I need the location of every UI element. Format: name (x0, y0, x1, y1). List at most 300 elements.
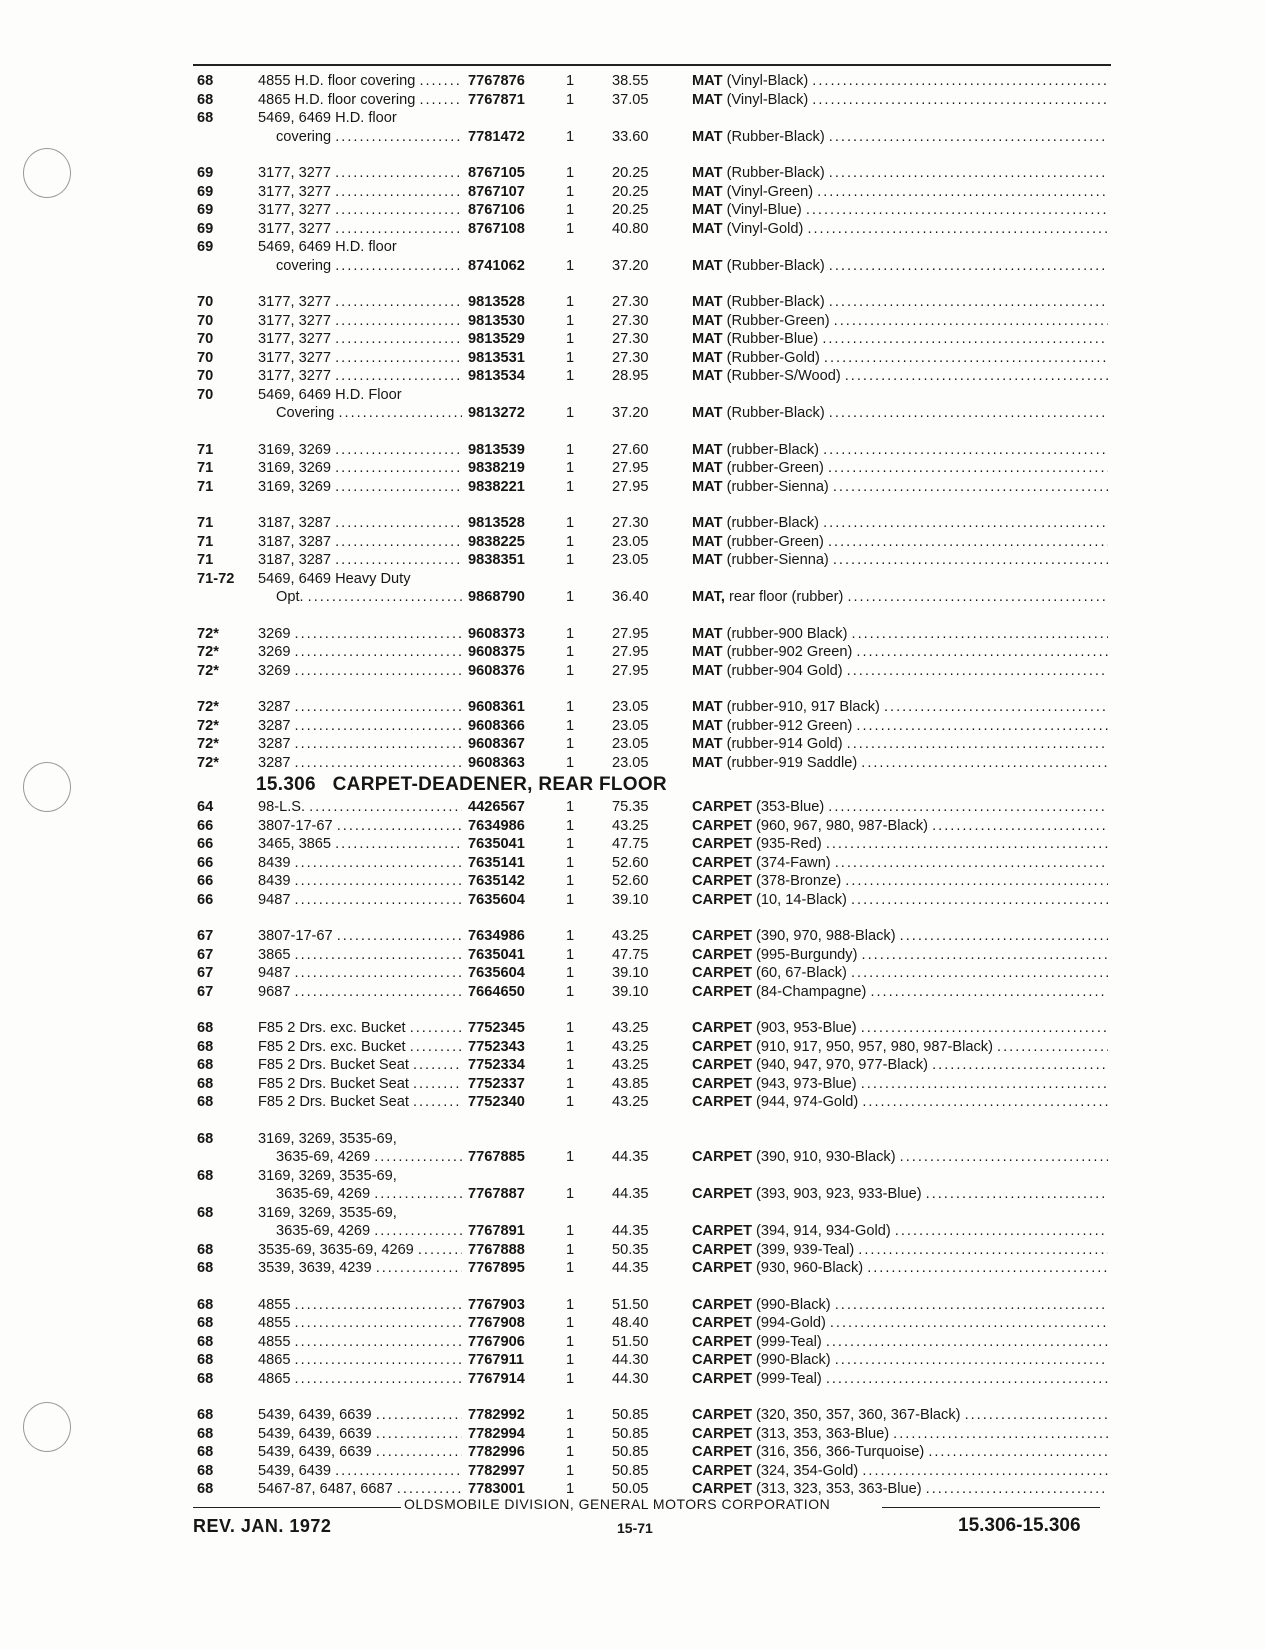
list-price: 36.40 (612, 589, 649, 605)
dot-leader (829, 128, 1108, 147)
part-name-detail: (324, 354-Gold) (752, 1462, 859, 1479)
quantity: 1 (566, 854, 575, 871)
part-number: 9608376 (468, 662, 525, 679)
part-number: 9608373 (468, 625, 525, 642)
usage-text: covering (276, 128, 332, 145)
model-year: 70 (197, 349, 214, 366)
part-number: 9838221 (468, 478, 525, 495)
model-year: 67 (197, 946, 214, 963)
part-name-detail: (rubber-Green) (722, 460, 824, 476)
dot-leader (835, 1296, 1108, 1315)
usage-text: F85 2 Drs. exc. Bucket (258, 1038, 406, 1055)
model-year: 68 (197, 1038, 214, 1055)
footer-page-number: 15-71 (617, 1520, 653, 1536)
dot-leader (900, 927, 1108, 946)
quantity: 1 (566, 1260, 575, 1276)
part-name-detail: (rubber-900 Black) (722, 625, 848, 642)
dot-leader (823, 514, 1108, 533)
part-number: 7664650 (468, 983, 525, 1000)
part-name-prefix: MAT (692, 515, 723, 531)
part-name-prefix: CARPET (692, 1352, 752, 1368)
list-price: 44.35 (612, 1186, 649, 1202)
model-year: 70 (197, 368, 214, 384)
usage-description (258, 798, 462, 817)
dot-leader (295, 662, 462, 681)
dot-leader (419, 72, 462, 91)
dot-leader (867, 1259, 1108, 1278)
part-name (692, 1185, 1108, 1204)
model-year: 72* (197, 736, 219, 752)
part-name-detail: (84-Champagne) (752, 983, 867, 1000)
usage-description (258, 293, 462, 312)
dot-leader (418, 1241, 462, 1260)
list-price: 40.80 (612, 220, 649, 237)
usage-description (276, 1222, 462, 1241)
quantity: 1 (566, 515, 575, 531)
model-year: 72* (197, 717, 219, 734)
model-year: 66 (197, 854, 214, 871)
parts-row (0, 533, 1266, 552)
part-name-prefix: MAT (692, 349, 723, 366)
part-number: 9813531 (468, 349, 525, 366)
dot-leader (374, 1185, 462, 1204)
part-number: 7634986 (468, 928, 525, 944)
dot-leader (335, 164, 462, 183)
quantity: 1 (566, 441, 575, 458)
list-price: 27.30 (612, 515, 649, 531)
list-price: 50.85 (612, 1425, 649, 1442)
parts-row (0, 128, 1266, 147)
list-price: 23.05 (612, 736, 649, 752)
model-year: 68 (197, 1352, 214, 1368)
usage-text: 3807-17-67 (258, 817, 333, 834)
quantity: 1 (566, 928, 575, 944)
part-name-prefix: CARPET (692, 817, 752, 834)
usage-text: 5469, 6469 H.D. floor (258, 239, 397, 255)
usage-description (258, 367, 462, 386)
usage-description (258, 220, 462, 239)
part-name-detail: (999-Teal) (752, 1370, 822, 1387)
part-name-detail: (Vinyl-Green) (722, 183, 814, 200)
usage-text: 5469, 6469 H.D. Floor (258, 386, 402, 403)
usage-description (258, 164, 462, 183)
parts-row (0, 514, 1266, 533)
usage-description (258, 1056, 462, 1075)
part-number: 7782994 (468, 1425, 525, 1442)
usage-description (258, 1130, 397, 1149)
model-year: 68 (197, 1481, 214, 1497)
parts-row (0, 570, 1266, 589)
parts-row (0, 312, 1266, 331)
list-price: 27.60 (612, 441, 649, 458)
usage-text: 3287 (258, 717, 291, 734)
part-name-prefix: CARPET (692, 1057, 752, 1073)
dot-leader (830, 1314, 1108, 1333)
usage-description (258, 551, 462, 570)
dot-leader (900, 1148, 1108, 1167)
usage-text: 3177, 3277 (258, 368, 332, 384)
list-price: 27.30 (612, 331, 649, 347)
usage-description (258, 1241, 462, 1260)
quantity: 1 (566, 1075, 575, 1092)
dot-leader (335, 312, 462, 331)
quantity: 1 (566, 1241, 575, 1258)
parts-row (0, 1296, 1266, 1315)
dot-leader (295, 983, 462, 1002)
part-number: 9608366 (468, 717, 525, 734)
usage-text: covering (276, 257, 332, 274)
quantity: 1 (566, 73, 575, 89)
part-name-detail: (320, 350, 357, 360, 367-Black) (752, 1407, 961, 1423)
part-name (692, 164, 1108, 183)
part-name-detail: (940, 947, 970, 977-Black) (752, 1057, 929, 1073)
usage-text: 4855 (258, 1315, 291, 1331)
part-number: 4426567 (468, 799, 525, 815)
usage-text: 3177, 3277 (258, 220, 332, 237)
model-year: 68 (197, 1370, 214, 1387)
part-name (692, 1333, 1108, 1352)
usage-description (258, 946, 462, 965)
dot-leader (834, 312, 1108, 331)
dot-leader (845, 872, 1108, 891)
part-name-prefix: CARPET (692, 1444, 752, 1460)
part-name (692, 735, 1108, 754)
dot-leader (337, 927, 462, 946)
usage-description (258, 662, 462, 681)
part-name-prefix: CARPET (692, 946, 752, 963)
usage-text: 3169, 3269 (258, 478, 332, 495)
model-year: 68 (197, 1407, 214, 1423)
quantity: 1 (566, 717, 575, 734)
dot-leader (835, 854, 1108, 873)
part-number: 7767876 (468, 73, 525, 89)
part-name (692, 1222, 1108, 1241)
dot-leader (862, 946, 1108, 965)
usage-description (258, 1093, 462, 1112)
dot-leader (335, 1462, 462, 1481)
part-name-detail: (999-Teal) (752, 1333, 822, 1350)
quantity: 1 (566, 165, 575, 181)
part-name-detail: (374-Fawn) (752, 854, 831, 871)
usage-description (258, 983, 462, 1002)
model-year: 72* (197, 754, 219, 771)
part-name-prefix: MAT (692, 441, 723, 458)
parts-row (0, 698, 1266, 717)
part-name-detail: (rubber-914 Gold) (722, 736, 843, 752)
part-number: 7635604 (468, 965, 525, 981)
part-name-prefix: CARPET (692, 965, 752, 981)
usage-description (258, 754, 462, 773)
dot-leader (826, 1370, 1108, 1389)
dot-leader (295, 1296, 462, 1315)
footer-rule-left (193, 1507, 401, 1508)
part-name (692, 964, 1108, 983)
model-year: 67 (197, 983, 214, 1000)
part-name-prefix: CARPET (692, 1020, 752, 1036)
usage-text: 5439, 6439 (258, 1462, 332, 1479)
quantity: 1 (566, 891, 575, 908)
list-price: 23.05 (612, 552, 649, 568)
dot-leader (932, 817, 1108, 836)
usage-text: Opt. (276, 589, 304, 605)
list-price: 47.75 (612, 836, 649, 852)
list-price: 43.25 (612, 928, 649, 944)
parts-row (0, 643, 1266, 662)
part-name (692, 459, 1108, 478)
dot-leader (295, 872, 462, 891)
list-price: 28.95 (612, 368, 649, 384)
dot-leader (826, 835, 1108, 854)
part-name-detail: (903, 953-Blue) (752, 1020, 857, 1036)
dot-leader (845, 367, 1108, 386)
parts-row (0, 662, 1266, 681)
part-number: 8767108 (468, 220, 525, 237)
dot-leader (295, 1351, 462, 1370)
parts-row (0, 478, 1266, 497)
usage-text: 4865 (258, 1352, 291, 1368)
part-name-detail: (Rubber-Black) (722, 405, 825, 421)
list-price: 20.25 (612, 165, 649, 181)
parts-row (0, 754, 1266, 773)
quantity: 1 (566, 1315, 575, 1331)
part-name-detail: (rubber-Green) (722, 533, 824, 550)
list-price: 27.95 (612, 644, 649, 660)
usage-description (258, 238, 397, 257)
parts-row (0, 946, 1266, 965)
part-number: 7781472 (468, 128, 525, 145)
list-price: 39.10 (612, 965, 649, 981)
list-price: 44.35 (612, 1260, 649, 1276)
quantity: 1 (566, 331, 575, 347)
part-name-prefix: MAT (692, 294, 723, 310)
dot-leader (335, 441, 462, 460)
part-number: 9838219 (468, 460, 525, 476)
part-name-detail: (rubber-902 Green) (722, 644, 853, 660)
part-name-prefix: MAT (692, 644, 723, 660)
part-name (692, 1038, 1108, 1057)
model-year: 68 (197, 1130, 214, 1147)
quantity: 1 (566, 91, 575, 108)
dot-leader (295, 946, 462, 965)
list-price: 27.95 (612, 460, 649, 476)
parts-row (0, 854, 1266, 873)
part-name-detail: (393, 903, 923, 933-Blue) (752, 1186, 922, 1202)
part-name-detail: (990-Black) (752, 1296, 831, 1313)
usage-text: 5439, 6439, 6639 (258, 1407, 372, 1423)
usage-text: 3635-69, 4269 (276, 1223, 371, 1239)
quantity: 1 (566, 1223, 575, 1239)
usage-description (258, 1038, 462, 1057)
part-number: 7767885 (468, 1149, 525, 1165)
parts-row (0, 72, 1266, 91)
model-year: 68 (197, 91, 214, 108)
dot-leader (861, 1075, 1108, 1094)
part-name-prefix: MAT (692, 699, 723, 715)
dot-leader (812, 72, 1108, 91)
parts-row (0, 459, 1266, 478)
usage-text: 5469, 6469 Heavy Duty (258, 570, 411, 587)
parts-row (0, 1185, 1266, 1204)
dot-leader (893, 1425, 1108, 1444)
usage-description (258, 1019, 462, 1038)
dot-leader (926, 1480, 1108, 1499)
quantity: 1 (566, 1407, 575, 1423)
list-price: 51.50 (612, 1296, 649, 1313)
part-name (692, 1019, 1108, 1038)
dot-leader (295, 754, 462, 773)
parts-row (0, 164, 1266, 183)
parts-row (0, 1333, 1266, 1352)
model-year: 66 (197, 836, 214, 852)
part-name (692, 1425, 1108, 1444)
dot-leader (997, 1038, 1108, 1057)
parts-row (0, 1167, 1266, 1186)
quantity: 1 (566, 1481, 575, 1497)
dot-leader (835, 1351, 1108, 1370)
part-number: 7635041 (468, 836, 525, 852)
parts-row (0, 983, 1266, 1002)
usage-description (258, 891, 462, 910)
quantity: 1 (566, 405, 575, 421)
part-number: 9813528 (468, 294, 525, 310)
part-name (692, 220, 1108, 239)
quantity: 1 (566, 662, 575, 679)
usage-description (258, 854, 462, 873)
dot-leader (928, 1443, 1108, 1462)
quantity: 1 (566, 1444, 575, 1460)
parts-row (0, 367, 1266, 386)
model-year: 71 (197, 552, 214, 568)
part-name (692, 1351, 1108, 1370)
usage-text: 4865 (258, 1370, 291, 1387)
list-price: 23.05 (612, 533, 649, 550)
quantity: 1 (566, 873, 575, 889)
part-name-prefix: MAT (692, 736, 723, 752)
quantity: 1 (566, 836, 575, 852)
part-name (692, 367, 1108, 386)
quantity: 1 (566, 1370, 575, 1387)
footer-rule-right (882, 1507, 1100, 1508)
list-price: 50.05 (612, 1481, 649, 1497)
part-name-prefix: CARPET (692, 873, 752, 889)
usage-description (258, 1462, 462, 1481)
usage-description (258, 1351, 462, 1370)
list-price: 23.05 (612, 754, 649, 771)
quantity: 1 (566, 1425, 575, 1442)
list-price: 44.30 (612, 1352, 649, 1368)
dot-leader (851, 964, 1108, 983)
part-name (692, 1241, 1108, 1260)
usage-description (258, 817, 462, 836)
quantity: 1 (566, 736, 575, 752)
part-name (692, 1406, 1108, 1425)
list-price: 20.25 (612, 202, 649, 218)
usage-description (258, 183, 462, 202)
quantity: 1 (566, 946, 575, 963)
usage-text: 3169, 3269, 3535-69, (258, 1167, 397, 1184)
model-year: 68 (197, 110, 214, 126)
parts-row (0, 1351, 1266, 1370)
part-name (692, 349, 1108, 368)
model-year: 69 (197, 165, 214, 181)
parts-row (0, 1259, 1266, 1278)
part-number: 9608361 (468, 699, 525, 715)
part-name (692, 643, 1108, 662)
part-name-prefix: CARPET (692, 1407, 752, 1423)
section-heading: 15.306 CARPET-DEADENER, REAR FLOOR (256, 774, 667, 795)
part-name (692, 698, 1108, 717)
usage-description (258, 386, 402, 405)
model-year: 69 (197, 239, 214, 255)
part-number: 7767871 (468, 91, 525, 108)
part-name-detail: (394, 914, 934-Gold) (752, 1223, 891, 1239)
usage-description (258, 1314, 462, 1333)
part-name (692, 1443, 1108, 1462)
part-name-detail: (rubber-912 Green) (722, 717, 853, 734)
list-price: 52.60 (612, 854, 649, 871)
parts-row (0, 1130, 1266, 1149)
part-name-detail: (10, 14-Black) (752, 891, 847, 908)
parts-row (0, 1019, 1266, 1038)
part-name-detail: rear floor (rubber) (724, 589, 844, 605)
part-number: 9813530 (468, 312, 525, 329)
usage-text: 3865 (258, 946, 291, 963)
dot-leader (335, 220, 462, 239)
part-name (692, 754, 1108, 773)
part-name-prefix: MAT (692, 368, 723, 384)
model-year: 64 (197, 799, 214, 815)
part-name-detail: (rubber-910, 917 Black) (722, 699, 880, 715)
dot-leader (833, 478, 1108, 497)
usage-description (276, 128, 462, 147)
usage-text: 5469, 6469 H.D. floor (258, 110, 397, 126)
list-price: 43.25 (612, 1038, 649, 1055)
list-price: 27.95 (612, 662, 649, 679)
usage-description (258, 1075, 462, 1094)
dot-leader (335, 514, 462, 533)
parts-row (0, 293, 1266, 312)
part-number: 7767895 (468, 1260, 525, 1276)
quantity: 1 (566, 1352, 575, 1368)
usage-description (258, 1259, 462, 1278)
part-name-prefix: CARPET (692, 1094, 752, 1110)
part-number: 7752343 (468, 1038, 525, 1055)
quantity: 1 (566, 1094, 575, 1110)
part-name-prefix: MAT (692, 183, 723, 200)
part-number: 9608375 (468, 644, 525, 660)
list-price: 38.55 (612, 73, 649, 89)
list-price: 27.95 (612, 625, 649, 642)
parts-row (0, 220, 1266, 239)
parts-row (0, 1038, 1266, 1057)
dot-leader (335, 201, 462, 220)
part-name-detail: (944, 974-Gold) (752, 1094, 859, 1110)
dot-leader (847, 735, 1108, 754)
list-price: 20.25 (612, 183, 649, 200)
part-name-detail: (Vinyl-Gold) (722, 220, 804, 237)
part-name-prefix: MAT (692, 257, 723, 274)
quantity: 1 (566, 220, 575, 237)
list-price: 27.30 (612, 294, 649, 310)
usage-text: 3169, 3269, 3535-69, (258, 1204, 397, 1221)
dot-leader (807, 220, 1108, 239)
list-price: 27.30 (612, 312, 649, 329)
part-number: 7767887 (468, 1186, 525, 1202)
dot-leader (856, 717, 1108, 736)
part-number: 7782996 (468, 1444, 525, 1460)
parts-row (0, 1222, 1266, 1241)
usage-text: 3187, 3287 (258, 533, 332, 550)
